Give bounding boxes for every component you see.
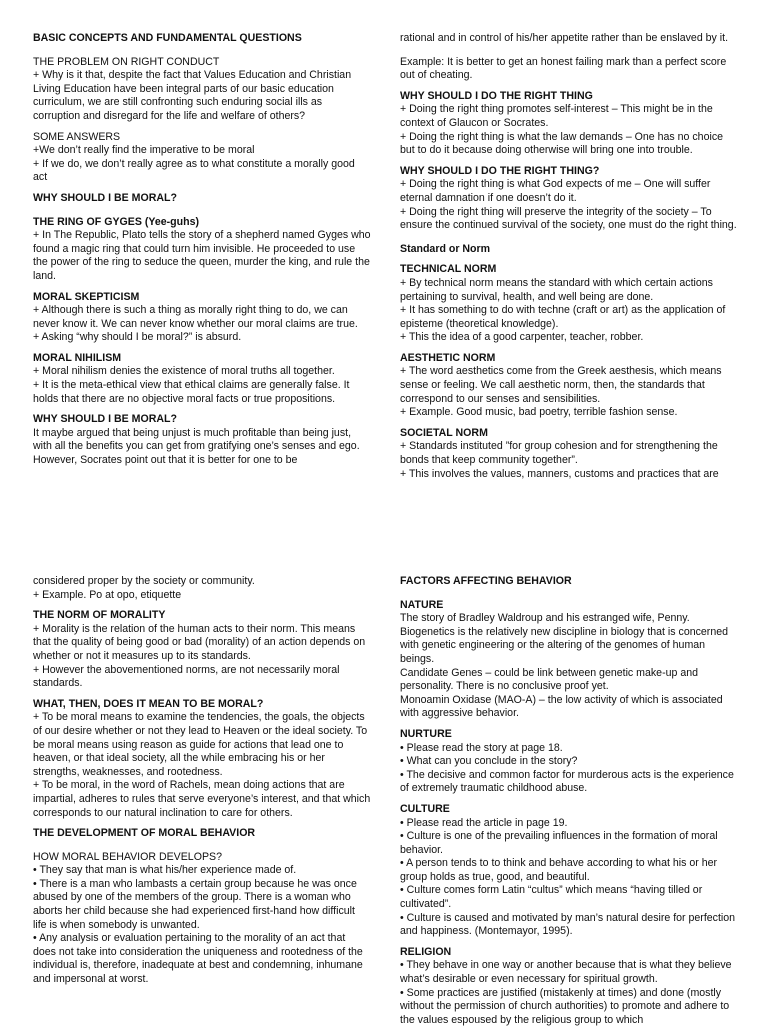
list-item: • They say that man is what his/her experience made of. — [33, 864, 297, 877]
list-item: • Culture is one of the prevailing influences in the formation of moral behavior. — [400, 830, 718, 856]
list-item: Monoamin Oxidase (MAO-A) – the low activity of which is associated with aggressive behavior. — [400, 693, 723, 720]
list-item: + Example. Po at opo, etiquette — [33, 588, 182, 601]
list-item: + Example. Good music, bad poetry, terrible fashion sense. — [400, 406, 678, 419]
list-item: • Please read the article in page 19. — [400, 816, 568, 829]
list-item: + It has something to do with techne (craft or art) as the application of episteme (theoretical knowledge). — [400, 304, 726, 330]
list-item: • Culture comes form Latin “cultus” which means “having tilled or cultivated”. — [400, 884, 703, 911]
problem-text: + Why is it that, despite the fact that Values Education and Christian Living Education have been integral parts of our basic education curriculum, we are still confronting such enduring social ills as corruption and disregard for the life and welfare of others? — [33, 69, 352, 122]
list-item: • Culture is caused and motivated by man’s natural desire for perfection and happiness. (Montemayor, 1995). — [400, 911, 736, 938]
section-heading: WHAT, THEN, DOES IT MEAN TO BE MORAL? — [33, 697, 264, 710]
section-heading: FACTORS AFFECTING BEHAVIOR — [400, 575, 572, 587]
section-heading: MORAL SKEPTICISM — [33, 290, 140, 303]
section-heading: NURTURE — [400, 727, 452, 740]
section-heading: TECHNICAL NORM — [400, 263, 497, 276]
list-item: + It is the meta-ethical view that ethical claims are generally false. It holds that there are no objective moral facts or true propositions. — [33, 379, 350, 405]
list-item: considered proper by the society or community. — [33, 575, 255, 587]
section-heading: NATURE — [400, 598, 444, 611]
list-item: • The decisive and common factor for murderous acts is the experience of extremely traumatic childhood abuse. — [400, 768, 734, 795]
list-item: • They behave in one way or another because that is what they believe what’s desirable or even necessary for spiritual growth. — [400, 959, 732, 986]
paragraph: + In The Republic, Plato tells the story of a shepherd named Gyges who found a magic ring that could turn him invisible. He proceeded to use the power of the ring to seduce the queen, murder the king, and rule the land. — [33, 229, 371, 282]
list-item: + Doing the right thing is what the law demands – One has no choice but to do it because doing otherwise will bring one into trouble. — [400, 130, 724, 157]
section-heading: AESTHETIC NORM — [400, 351, 496, 364]
list-item: • A person tends to to think and behave according to what his or her group holds as true, good, and beautiful. — [400, 857, 718, 883]
list-item: + To be moral, in the word of Rachels, mean doing actions that are impartial, adheres to rules that serve everyone’s interest, and that which corresponds to our natural inclination to care for others. — [33, 779, 371, 819]
section-heading: WHY SHOULD I DO THE RIGHT THING — [400, 89, 593, 102]
list-item: Biogenetics is the relatively new discipline in biology that is concerned with genetic engineering or the altering of the genomes of human beings. — [400, 625, 728, 665]
paragraph: Example: It is better to get an honest failing mark than a perfect score out of cheating. — [400, 55, 727, 82]
section-heading: RELIGION — [400, 945, 452, 958]
paragraph: It maybe argued that being unjust is much profitable than being just, with all the benefits you can get from gratifying one’s senses and ego. However, Socrates point out that it is better for one to be — [33, 426, 360, 467]
list-item: The story of Bradley Waldroup and his estranged wife, Penny. — [400, 612, 690, 625]
list-item: + Moral nihilism denies the existence of moral truths all together. — [33, 365, 335, 378]
section-heading: WHY SHOULD I BE MORAL? — [33, 191, 177, 204]
list-item: + This involves the values, manners, customs and practices that are — [400, 467, 719, 480]
list-item: • Please read the story at page 18. — [400, 741, 563, 754]
section-heading: SOCIETAL NORM — [400, 426, 488, 439]
list-item: • Any analysis or evaluation pertaining to the morality of an act that does not take into consideration the uniqueness and rootedness of the individual is, therefore, inadequate at best and condemning, inhumane and impersonal at worst. — [33, 932, 363, 986]
section-heading: THE RING OF GYGES (Yee-guhs) — [33, 215, 199, 228]
answers-title: SOME ANSWERS — [33, 130, 121, 143]
column-bottom-right — [400, 575, 738, 1027]
list-item: + To be moral means to examine the tendencies, the goals, the objects of our desire whether or not they lead to Heaven or the ideal society. To be moral means using reason as guide for actions that lead one to heaven, or that ideal society, all the while embracing his or her strengths, weaknesses, and rootedness. — [33, 711, 368, 778]
list-item: + Morality is the relation of the human acts to their norm. This means that the quality of being good or bad (morality) of an action depends on whether or not it measures up to its standards. — [33, 622, 366, 662]
main-title: BASIC CONCEPTS AND FUNDAMENTAL QUESTIONS — [33, 32, 302, 44]
paragraph: rational and in control of his/her appetite rather than be enslaved by it. — [400, 32, 729, 44]
answer-item: +We don’t really find the imperative to be moral — [33, 144, 255, 157]
section-heading: WHY SHOULD I BE MORAL? — [33, 413, 177, 426]
column-top-left — [33, 32, 371, 468]
answer-item: + If we do, we don’t really agree as to what constitute a morally good act — [33, 157, 355, 184]
section-heading: Standard or Norm — [400, 242, 491, 255]
list-item: + By technical norm means the standard with which certain actions pertaining to survival, health, and well being are done. — [400, 276, 713, 303]
section-heading: MORAL NIHILISM — [33, 351, 122, 364]
list-item: + Doing the right thing will preserve the integrity of the society – To ensure the continued survival of the society, one must do the right thing. — [400, 205, 737, 232]
subheading: HOW MORAL BEHAVIOR DEVELOPS? — [33, 850, 222, 863]
list-item: + Doing the right thing is what God expects of me – One will suffer eternal damnation if one doesn’t do it. — [400, 178, 711, 204]
list-item: • Some practices are justified (mistakenly at times) and done (mostly without the permission of church authorities) to promote and adhere to the values espoused by the religious group to which — [400, 986, 730, 1026]
problem-title: THE PROBLEM ON RIGHT CONDUCT — [33, 55, 220, 68]
list-item: • What can you conclude in the story? — [400, 755, 578, 768]
list-item: + The word aesthetics come from the Greek aesthesis, which means sense or feeling. We call aesthetic norm, then, the standards that correspond to our senses and sensibilities. — [400, 365, 722, 405]
list-item: + However the abovementioned norms, are not necessarily moral standards. — [33, 663, 340, 690]
section-heading: THE DEVELOPMENT OF MORAL BEHAVIOR — [33, 827, 256, 840]
list-item: Candidate Genes – could be link between genetic make-up and personality. There is no conclusive proof yet. — [400, 666, 699, 693]
section-heading: CULTURE — [400, 802, 450, 815]
list-item: + Standards instituted ”for group cohesion and for strengthening the bonds that keep community together”. — [400, 440, 718, 467]
list-item: + Doing the right thing promotes self-interest – This might be in the context of Glaucon or Socrates. — [400, 103, 713, 129]
list-item: + Asking “why should I be moral?” is absurd. — [33, 331, 242, 344]
column-top-right — [400, 32, 738, 481]
section-heading: THE NORM OF MORALITY — [33, 609, 166, 622]
list-item: • There is a man who lambasts a certain group because he was once abused by one of the members of the group. There is a woman who aborts her child because she had experienced first-hand how difficult life is when somebody is unwanted. — [33, 877, 357, 931]
column-bottom-left — [33, 575, 371, 987]
list-item: + This the idea of a good carpenter, teacher, robber. — [400, 331, 644, 344]
list-item: + Although there is such a thing as morally right thing to do, we can never know it. We can never know whether our moral claims are true. — [33, 304, 358, 330]
section-heading: WHY SHOULD I DO THE RIGHT THING? — [400, 164, 600, 177]
